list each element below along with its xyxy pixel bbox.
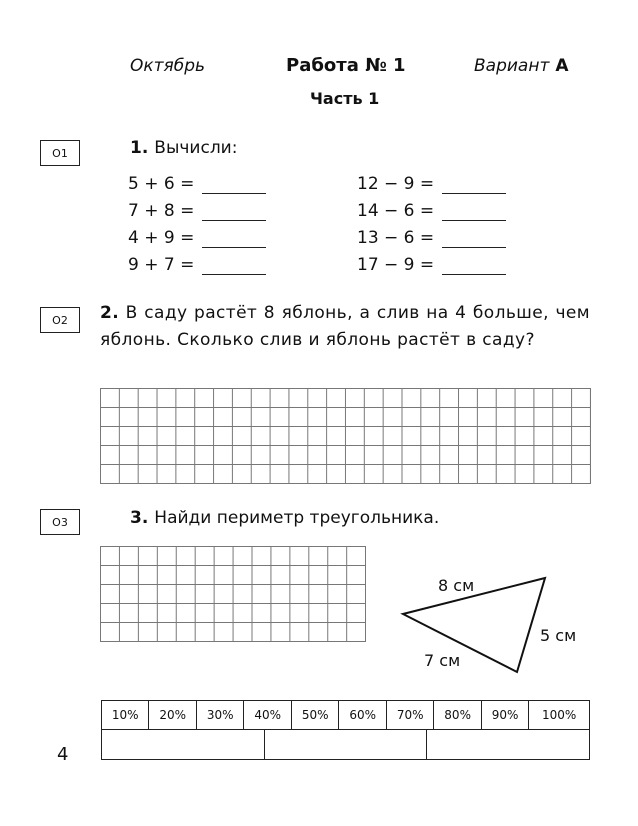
equation: 5 + 6 = [128, 172, 266, 194]
page-number: 4 [57, 744, 69, 765]
answer-line[interactable] [442, 179, 506, 194]
task2-number: 2. [100, 303, 120, 323]
percent-cell: 100% [529, 701, 590, 730]
result-row [101, 730, 590, 760]
result-cell[interactable] [265, 730, 428, 759]
percent-cell: 90% [481, 701, 528, 730]
header-month: Октябрь [130, 56, 206, 76]
task3-title [130, 508, 439, 528]
answer-line[interactable] [442, 206, 506, 221]
answer-line[interactable] [202, 260, 266, 275]
side-label-top: 8 см [438, 576, 475, 595]
percent-cell: 20% [149, 701, 196, 730]
side-label-bottom: 7 см [424, 651, 461, 670]
task3-number: 3. [130, 508, 149, 528]
answer-grid[interactable] [100, 388, 591, 484]
work-title: Работа № 1 [286, 55, 406, 76]
task1-left-column [128, 172, 266, 275]
solution-grid[interactable] [100, 546, 366, 642]
task1-right-column [357, 172, 506, 275]
percent-cell: 60% [339, 701, 386, 730]
result-cell[interactable] [427, 730, 589, 759]
equation: 17 − 9 = [357, 253, 506, 275]
variant-word: Вариант [474, 56, 550, 76]
equation: 7 + 8 = [128, 199, 266, 221]
variant-label [474, 56, 569, 76]
side-label-right: 5 см [540, 626, 577, 645]
percent-scale [101, 700, 590, 730]
task1-number: 1. [130, 138, 149, 158]
equation: 12 − 9 = [357, 172, 506, 194]
equation: 9 + 7 = [128, 253, 266, 275]
percent-cell: 70% [386, 701, 433, 730]
equation: 4 + 9 = [128, 226, 266, 248]
triangle-figure [395, 570, 555, 680]
percent-cell: 80% [434, 701, 481, 730]
answer-line[interactable] [442, 233, 506, 248]
percent-cell: 40% [244, 701, 291, 730]
task3-code-box: О3 [40, 509, 80, 535]
part-title: Часть 1 [310, 89, 380, 108]
task2-problem: В саду растёт 8 яблонь, а слив на 4 больше, чем яблонь. Сколько слив и яблонь растёт в саду? [100, 303, 590, 350]
answer-line[interactable] [202, 179, 266, 194]
equation: 14 − 6 = [357, 199, 506, 221]
task1-title-text: Вычисли: [154, 138, 238, 158]
variant-letter: А [555, 56, 569, 76]
equation: 13 − 6 = [357, 226, 506, 248]
task2-text [100, 300, 590, 354]
percent-cell: 10% [102, 701, 149, 730]
task1-title [130, 138, 237, 158]
result-cell[interactable] [102, 730, 265, 759]
answer-line[interactable] [202, 233, 266, 248]
percent-cell: 30% [196, 701, 243, 730]
answer-line[interactable] [202, 206, 266, 221]
percent-cell: 50% [291, 701, 338, 730]
task1-code-box: О1 [40, 140, 80, 166]
task2-code-box: О2 [40, 307, 80, 333]
answer-line[interactable] [442, 260, 506, 275]
task3-title-text: Найди периметр треугольника. [154, 508, 440, 528]
